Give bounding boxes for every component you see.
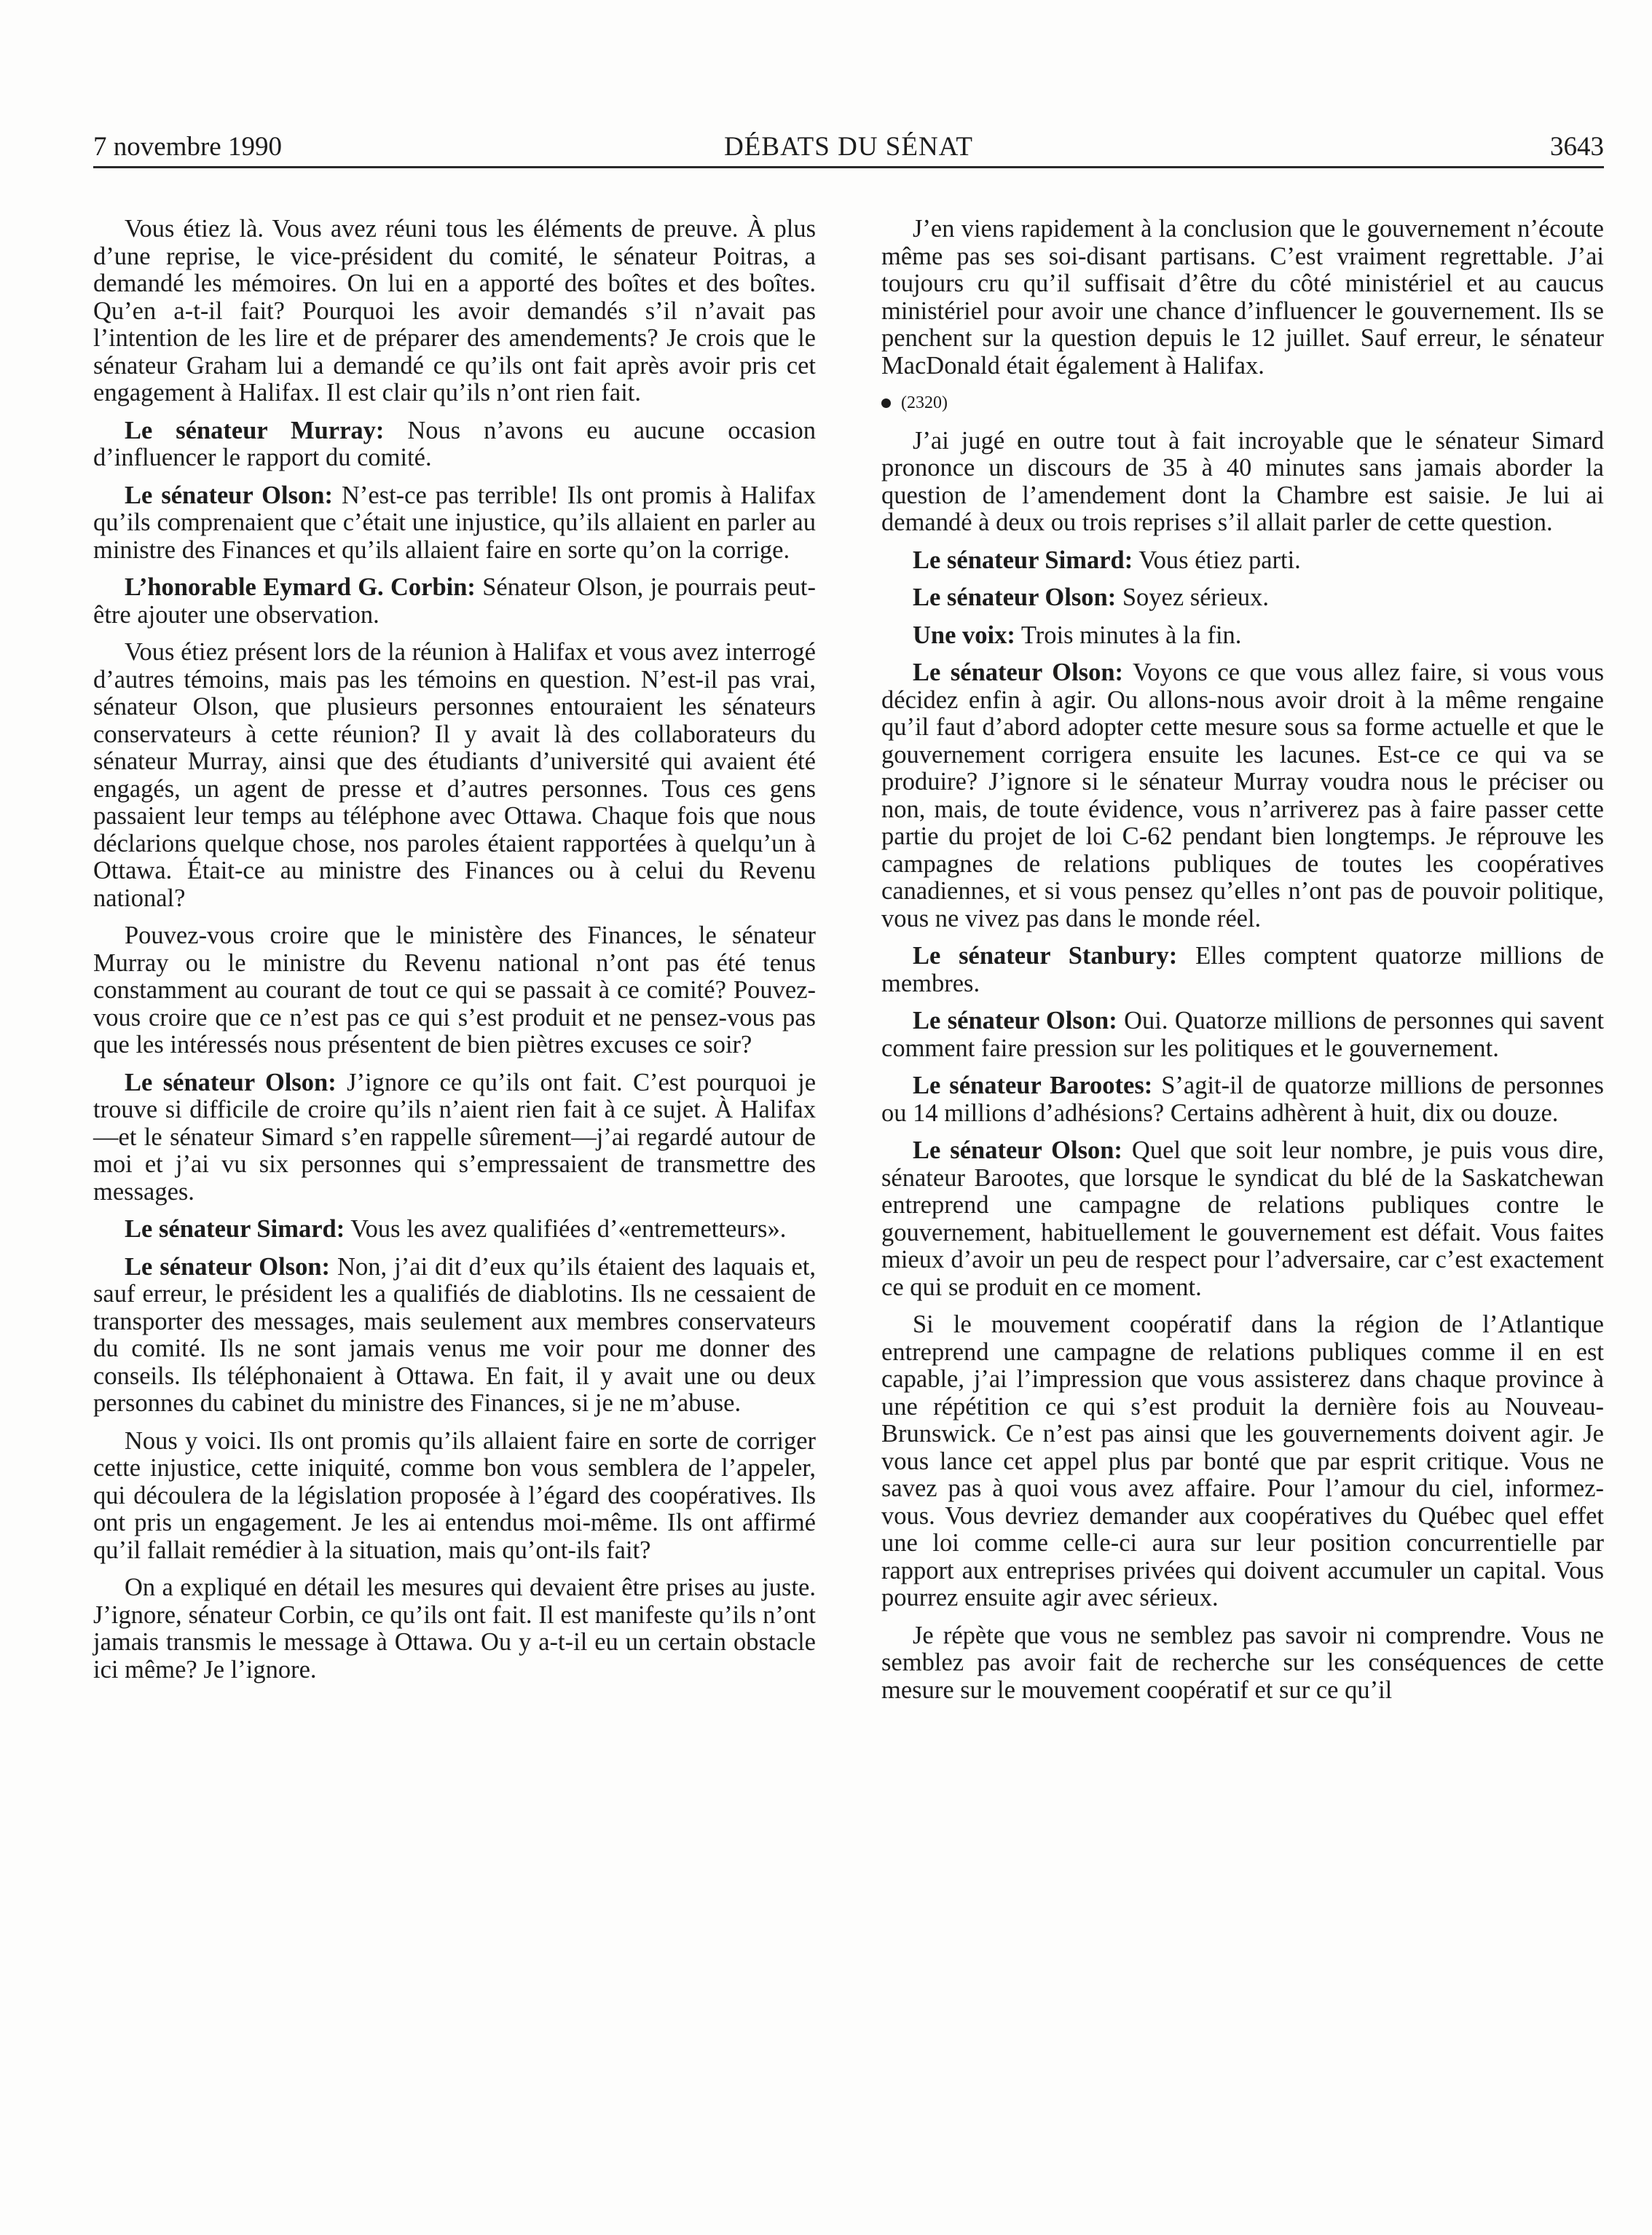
left-column — [93, 216, 816, 1694]
paragraph-text: Oui. Quatorze millions de personnes qui savent comment faire pression sur les politiques et le gouvernement. — [881, 1007, 1605, 1062]
paragraph — [881, 622, 1604, 650]
paragraph-text: On a expliqué en détail les mesures qui devaient être prises au juste. J’ignore, sénateur Corbin, ce qu’ils ont fait. Il est manifeste qu’ils n’ont jamais transmis le message à Ottawa. Ou y a-t-il eu un certain obstacle ici même? Je l’ignore. — [93, 1574, 816, 1684]
speaker-name: Le sénateur Olson: — [913, 659, 1124, 686]
paragraph — [93, 482, 816, 565]
header-rule — [93, 166, 1604, 168]
time-marker — [881, 390, 1604, 417]
paragraph — [93, 1254, 816, 1418]
paragraph-text: N’est-ce pas terrible! Ils ont promis à Halifax qu’ils comprenaient que c’était une injustice, qu’ils allaient en parler au ministre des Finances et qu’ils allaient faire en sorte qu’on la corrige. — [93, 481, 816, 564]
paragraph — [93, 1574, 816, 1684]
paragraph-text: S’agit-il de quatorze millions de personnes ou 14 millions d’adhésions? Certains adhèrent à huit, dix ou douze. — [881, 1072, 1604, 1127]
paragraph-text: Si le mouvement coopératif dans la région de l’Atlantique entreprend une campagne de relations publiques comme il en est capable, j’ai l’impression que vous assisterez dans chaque province à une répétition ce qui s’est produit la dernière fois au Nouveau-Brunswick. Ce n’est pas ainsi que les gouvernements doivent agir. Je vous lance cet appel plus par bonté que par esprit critique. Vous ne savez pas à quoi vous avez affaire. Pour l’amour du ciel, informez-vous. Vous devriez demander aux coopératives du Québec quel effet une loi comme celle-ci aura sur leur position concurrentielle par rapport aux entreprises privées qui doivent accumuler un capital. Vous pourrez ensuite agir avec sérieux. — [881, 1311, 1604, 1611]
speaker-name: L’honorable Eymard G. Corbin: — [125, 573, 476, 601]
paragraph — [881, 1622, 1604, 1705]
speaker-name: Une voix: — [913, 621, 1015, 649]
paragraph — [93, 639, 816, 912]
speaker-name: Le sénateur Simard: — [125, 1215, 345, 1243]
page-header — [93, 128, 1604, 166]
paragraph — [881, 584, 1604, 612]
speaker-name: Le sénateur Olson: — [125, 1252, 331, 1281]
time-marker-label: (2320) — [901, 393, 948, 412]
paragraph-text: Non, j’ai dit d’eux qu’ils étaient des laquais et, sauf erreur, le président les a qualifiés de diablotins. Ils ne cessaient de transporter des messages, mais seulement aux membres conservateurs du comité. Ils ne sont jamais venus me voir pour me donner des conseils. Ils téléphonaient à Ottawa. En fait, il y avait une ou deux personnes du cabinet du ministre des Finances, si je ne m’abuse. — [93, 1252, 817, 1417]
paragraph — [881, 1007, 1604, 1062]
paragraph — [881, 1311, 1604, 1612]
header-date: 7 novembre 1990 — [93, 132, 282, 162]
paragraph-text: Trois minutes à la fin. — [1020, 621, 1242, 649]
paragraph — [93, 922, 816, 1059]
paragraph-text: Vous étiez là. Vous avez réuni tous les éléments de preuve. À plus d’une reprise, le vice-président du comité, le sénateur Poitras, a demandé les mémoires. On lui en a apporté des boîtes et des boîtes. Qu’en a-t-il fait? Pourquoi les avoir demandés s’il n’avait pas l’intention de les lire et de préparer des amendements? Je crois que le sénateur Graham lui a demandé ce qu’ils ont fait après avoir pris cet engagement à Halifax. Il est clair qu’ils n’ont rien fait. — [93, 215, 816, 406]
right-column — [881, 216, 1604, 1714]
paragraph — [881, 547, 1604, 575]
paragraph — [881, 943, 1604, 997]
paragraph-text: J’ignore ce qu’ils ont fait. C’est pourquoi je trouve si difficile de croire qu’ils n’aient rien fait à ce sujet. À Halifax—et le sénateur Simard s’en rappelle sûrement—j’ai regardé autour de moi et j’ai vu six personnes qui s’empressaient de transmettre des messages. — [93, 1068, 817, 1206]
paragraph-text: Voyons ce que vous allez faire, si vous vous décidez enfin à agir. Ou allons-nous avoir droit à la même rengaine qu’il faut d’abord adopter cette mesure sous sa forme actuelle et que le gouvernement corrigera ensuite les lacunes. Est-ce ce qui va se produire? J’ignore si le sénateur Murray voudra nous le préciser ou non, mais, de toute évidence, vous n’arriverez pas à faire passer cette partie du projet de loi C-62 pendant bien longtemps. Je réprouve les campagnes de relations publiques de toutes les coopératives canadiennes, et si vous pensez qu’elles n’ont pas de pouvoir politique, vous ne vivez pas dans le monde réel. — [881, 659, 1605, 932]
bullet-icon — [881, 398, 891, 408]
speaker-name: Le sénateur Simard: — [913, 546, 1133, 574]
paragraph — [881, 216, 1604, 380]
right-column-bottom — [881, 428, 1604, 1705]
speaker-name: Le sénateur Stanbury: — [913, 942, 1178, 970]
paragraph-text: Vous les avez qualifiées d’«entremetteurs». — [350, 1215, 787, 1243]
paragraph-text: Sénateur Olson, je pourrais peut-être ajouter une observation. — [93, 573, 817, 629]
speaker-name: Le sénateur Olson: — [125, 481, 333, 509]
speaker-name: Le sénateur Olson: — [913, 1136, 1122, 1164]
paragraph — [93, 1428, 816, 1565]
paragraph — [93, 574, 816, 629]
speaker-name: Le sénateur Olson: — [913, 1007, 1117, 1034]
paragraph-text: Vous étiez parti. — [1138, 546, 1301, 574]
paragraph-text: Elles comptent quatorze millions de membres. — [881, 942, 1605, 997]
right-column-top — [881, 216, 1604, 380]
paragraph-text: Soyez sérieux. — [1122, 584, 1270, 611]
paragraph — [93, 1216, 816, 1244]
paragraph-text: Pouvez-vous croire que le ministère des Finances, le sénateur Murray ou le ministre du Revenu national n’ont pas été tenus constamment au courant de tout ce qui se passait à ce comité? Pouvez-vous croire que ce n’est pas ce qui s’est produit et ne pensez-vous pas que les intéressés nous présentent de bien piètres excuses ce soir? — [93, 922, 816, 1058]
paragraph-text: J’ai jugé en outre tout à fait incroyable que le sénateur Simard prononce un discours de 35 à 40 minutes sans jamais aborder la question de l’amendement dont la Chambre est saisie. Je lui ai demandé à deux ou trois reprises s’il allait parler de cette question. — [881, 426, 1604, 536]
paragraph-text: Nous y voici. Ils ont promis qu’ils allaient faire en sorte de corriger cette injustice, cette iniquité, comme bon vous semblera de l’appeler, qui découlera de la législation proposée à l’égard des coopératives. Ils ont pris un engagement. Je les ai entendus moi-même. Ils ont affirmé qu’il fallait remédier à la situation, mais qu’ont-ils fait? — [93, 1426, 816, 1564]
paragraph — [881, 428, 1604, 537]
paragraph-text: Quel que soit leur nombre, je puis vous dire, sénateur Barootes, que lorsque le syndicat du blé de la Saskatchewan entreprend une campagne de relations publiques contre le gouvernement, habituellement le gouvernement est défait. Vous faites mieux d’avoir un peu de respect pour l’adversaire, car c’est exactement ce qui se produit en ce moment. — [881, 1136, 1604, 1301]
paragraph-text: Nous n’avons eu aucune occasion d’influencer le rapport du comité. — [93, 416, 817, 471]
speaker-name: Le sénateur Olson: — [125, 1068, 337, 1096]
paragraph-text: J’en viens rapidement à la conclusion que le gouvernement n’écoute même pas ses soi-disant partisans. C’est vraiment regrettable. J’ai toujours cru qu’il suffisait d’être du côté ministériel et au caucus ministériel pour avoir une chance d’influencer le gouvernement. Ils se penchent sur la question depuis le 12 juillet. Sauf erreur, le sénateur MacDonald était également à Halifax. — [881, 215, 1604, 380]
header-title: DÉBATS DU SÉNAT — [724, 132, 973, 162]
speaker-name: Le sénateur Olson: — [913, 584, 1117, 611]
speaker-name: Le sénateur Barootes: — [913, 1072, 1153, 1099]
paragraph — [881, 659, 1604, 932]
paragraph — [881, 1072, 1604, 1127]
paragraph — [93, 417, 816, 472]
paragraph — [93, 1069, 816, 1206]
paragraph — [93, 216, 816, 407]
paragraph-text: Je répète que vous ne semblez pas savoir ni comprendre. Vous ne semblez pas avoir fait de recherche sur les conséquences de cette mesure sur le mouvement coopératif et sur ce qu’il — [881, 1621, 1604, 1704]
paragraph — [881, 1137, 1604, 1301]
paragraph-text: Vous étiez présent lors de la réunion à Halifax et vous avez interrogé d’autres témoins, mais pas les témoins en question. N’est-il pas vrai, sénateur Olson, que plusieurs personnes entouraient les sénateurs conservateurs à cette réunion? Il y avait là des collaborateurs du sénateur Murray, ainsi que des étudiants d’université qui avaient été engagés, un agent de presse et d’autres personnes. Tous ces gens passaient leur temps au téléphone avec Ottawa. Chaque fois que nous déclarions quelque chose, nos paroles étaient rapportées à quelqu’un à Ottawa. Était-ce au ministre des Finances ou à celui du Revenu national? — [93, 638, 816, 912]
header-page-number: 3643 — [1550, 132, 1604, 162]
speaker-name: Le sénateur Murray: — [125, 416, 385, 444]
